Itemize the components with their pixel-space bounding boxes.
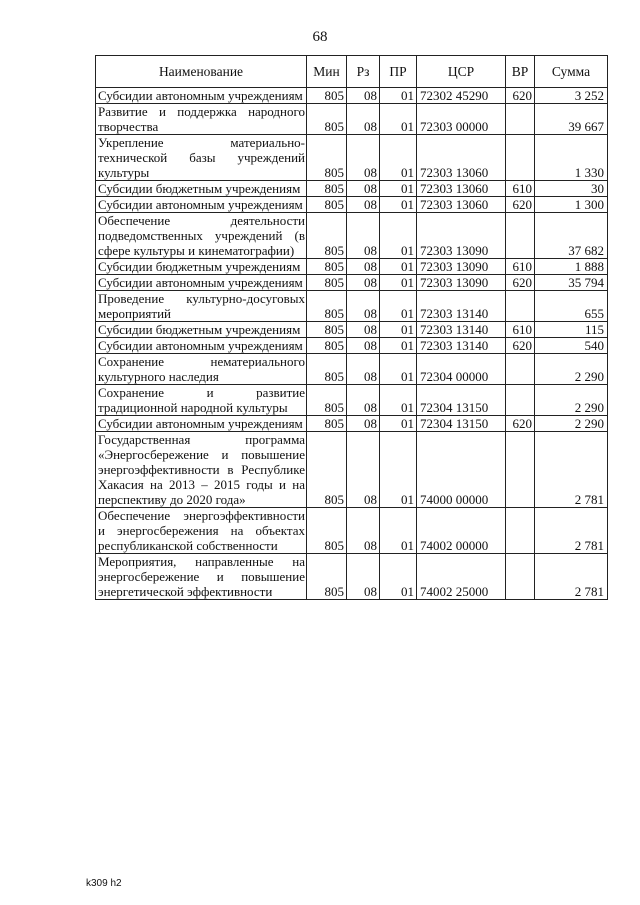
- cell-sum: 2 781: [535, 508, 608, 554]
- cell-sum: 1 300: [535, 197, 608, 213]
- cell-vr: [506, 554, 535, 600]
- table-row: [96, 432, 608, 508]
- cell-name: Субсидии бюджетным учреждениям: [96, 322, 307, 338]
- cell-pr: 01: [380, 104, 417, 135]
- cell-csr: 72304 13150: [417, 385, 506, 416]
- cell-name: Обеспечение энергоэффективности и энергосбережения на объектах республиканской собственности: [96, 508, 307, 554]
- cell-name: Проведение культурно-досуговых мероприятий: [96, 291, 307, 322]
- cell-vr: [506, 135, 535, 181]
- cell-sum: 35 794: [535, 275, 608, 291]
- cell-min: 805: [307, 213, 347, 259]
- table-row: [96, 322, 608, 338]
- table-row: [96, 88, 608, 104]
- table-row: [96, 416, 608, 432]
- cell-csr: 74000 00000: [417, 432, 506, 508]
- cell-rz: 08: [347, 416, 380, 432]
- cell-vr: [506, 104, 535, 135]
- cell-sum: 3 252: [535, 88, 608, 104]
- table-row: [96, 354, 608, 385]
- table-header-row: [96, 56, 608, 88]
- cell-name: Сохранение и развитие традиционной народной культуры: [96, 385, 307, 416]
- cell-min: 805: [307, 135, 347, 181]
- cell-csr: 72303 13140: [417, 338, 506, 354]
- cell-pr: 01: [380, 213, 417, 259]
- table-row: [96, 181, 608, 197]
- cell-pr: 01: [380, 432, 417, 508]
- cell-vr: [506, 291, 535, 322]
- cell-sum: 2 290: [535, 354, 608, 385]
- cell-min: 805: [307, 259, 347, 275]
- cell-sum: 2 781: [535, 554, 608, 600]
- cell-vr: 620: [506, 416, 535, 432]
- cell-name: Субсидии бюджетным учреждениям: [96, 259, 307, 275]
- cell-pr: 01: [380, 88, 417, 104]
- cell-csr: 72303 13090: [417, 275, 506, 291]
- cell-rz: 08: [347, 104, 380, 135]
- cell-min: 805: [307, 88, 347, 104]
- table-row: [96, 104, 608, 135]
- cell-sum: 2 781: [535, 432, 608, 508]
- cell-name: Субсидии автономным учреждениям: [96, 275, 307, 291]
- cell-min: 805: [307, 416, 347, 432]
- cell-min: 805: [307, 291, 347, 322]
- header-pr: ПР: [380, 56, 417, 88]
- header-sum: Сумма: [535, 56, 608, 88]
- cell-rz: 08: [347, 385, 380, 416]
- cell-min: 805: [307, 354, 347, 385]
- cell-name: Субсидии автономным учреждениям: [96, 338, 307, 354]
- cell-vr: 620: [506, 275, 535, 291]
- cell-sum: 30: [535, 181, 608, 197]
- header-csr: ЦСР: [417, 56, 506, 88]
- cell-sum: 37 682: [535, 213, 608, 259]
- cell-csr: 72302 45290: [417, 88, 506, 104]
- cell-name: Обеспечение деятельности подведомственных учреждений (в сфере культуры и кинематографии): [96, 213, 307, 259]
- cell-rz: 08: [347, 291, 380, 322]
- cell-rz: 08: [347, 259, 380, 275]
- cell-vr: 610: [506, 181, 535, 197]
- cell-pr: 01: [380, 508, 417, 554]
- table-row: [96, 135, 608, 181]
- cell-min: 805: [307, 432, 347, 508]
- table-row: [96, 385, 608, 416]
- cell-csr: 72303 13060: [417, 181, 506, 197]
- cell-sum: 1 330: [535, 135, 608, 181]
- cell-pr: 01: [380, 259, 417, 275]
- cell-csr: 72303 00000: [417, 104, 506, 135]
- cell-min: 805: [307, 181, 347, 197]
- cell-min: 805: [307, 385, 347, 416]
- cell-name: Развитие и поддержка народного творчества: [96, 104, 307, 135]
- cell-sum: 2 290: [535, 416, 608, 432]
- page-number: 68: [312, 29, 328, 45]
- header-vr: ВР: [506, 56, 535, 88]
- cell-csr: 72303 13090: [417, 213, 506, 259]
- table-row: [96, 554, 608, 600]
- cell-csr: 74002 25000: [417, 554, 506, 600]
- cell-sum: 115: [535, 322, 608, 338]
- cell-min: 805: [307, 554, 347, 600]
- cell-pr: 01: [380, 181, 417, 197]
- cell-csr: 72303 13140: [417, 322, 506, 338]
- cell-name: Субсидии автономным учреждениям: [96, 197, 307, 213]
- cell-csr: 72303 13140: [417, 291, 506, 322]
- cell-sum: 1 888: [535, 259, 608, 275]
- cell-min: 805: [307, 275, 347, 291]
- table-row: [96, 275, 608, 291]
- cell-min: 805: [307, 508, 347, 554]
- budget-table: [95, 55, 608, 600]
- cell-name: Сохранение нематериального культурного наследия: [96, 354, 307, 385]
- cell-rz: 08: [347, 88, 380, 104]
- cell-min: 805: [307, 338, 347, 354]
- cell-pr: 01: [380, 197, 417, 213]
- table-row: [96, 291, 608, 322]
- cell-min: 805: [307, 322, 347, 338]
- cell-csr: 74002 00000: [417, 508, 506, 554]
- cell-pr: 01: [380, 275, 417, 291]
- cell-name: Государственная программа «Энергосбережение и повышение энергоэффективности в Республике Хакасия на 2013 – 2015 годы и на перспективу до 2020 года»: [96, 432, 307, 508]
- cell-csr: 72303 13090: [417, 259, 506, 275]
- cell-csr: 72304 00000: [417, 354, 506, 385]
- cell-sum: 39 667: [535, 104, 608, 135]
- cell-name: Субсидии автономным учреждениям: [96, 416, 307, 432]
- cell-min: 805: [307, 197, 347, 213]
- header-rz: Рз: [347, 56, 380, 88]
- table-row: [96, 259, 608, 275]
- cell-sum: 2 290: [535, 385, 608, 416]
- cell-pr: 01: [380, 416, 417, 432]
- cell-vr: 620: [506, 197, 535, 213]
- table-row: [96, 213, 608, 259]
- cell-rz: 08: [347, 275, 380, 291]
- cell-vr: [506, 385, 535, 416]
- cell-rz: 08: [347, 213, 380, 259]
- cell-vr: 610: [506, 322, 535, 338]
- table-row: [96, 338, 608, 354]
- cell-pr: 01: [380, 354, 417, 385]
- cell-rz: 08: [347, 338, 380, 354]
- cell-csr: 72303 13060: [417, 197, 506, 213]
- table-row: [96, 508, 608, 554]
- cell-pr: 01: [380, 135, 417, 181]
- cell-rz: 08: [347, 135, 380, 181]
- cell-vr: [506, 213, 535, 259]
- cell-vr: [506, 354, 535, 385]
- cell-pr: 01: [380, 338, 417, 354]
- cell-pr: 01: [380, 291, 417, 322]
- cell-rz: 08: [347, 322, 380, 338]
- header-min: Мин: [307, 56, 347, 88]
- cell-name: Субсидии автономным учреждениям: [96, 88, 307, 104]
- cell-pr: 01: [380, 554, 417, 600]
- cell-csr: 72304 13150: [417, 416, 506, 432]
- cell-name: Мероприятия, направленные на энергосбережение и повышение энергетической эффективности: [96, 554, 307, 600]
- cell-min: 805: [307, 104, 347, 135]
- cell-rz: 08: [347, 354, 380, 385]
- cell-pr: 01: [380, 385, 417, 416]
- cell-rz: 08: [347, 197, 380, 213]
- cell-name: Субсидии бюджетным учреждениям: [96, 181, 307, 197]
- cell-vr: 620: [506, 88, 535, 104]
- cell-rz: 08: [347, 432, 380, 508]
- cell-pr: 01: [380, 322, 417, 338]
- cell-sum: 655: [535, 291, 608, 322]
- footer-code: k309 h2: [86, 878, 122, 889]
- cell-rz: 08: [347, 508, 380, 554]
- cell-sum: 540: [535, 338, 608, 354]
- cell-vr: [506, 432, 535, 508]
- cell-name: Укрепление материально-технической базы учреждений культуры: [96, 135, 307, 181]
- cell-csr: 72303 13060: [417, 135, 506, 181]
- header-name: Наименование: [96, 56, 307, 88]
- cell-rz: 08: [347, 181, 380, 197]
- cell-vr: 610: [506, 259, 535, 275]
- cell-rz: 08: [347, 554, 380, 600]
- cell-vr: [506, 508, 535, 554]
- cell-vr: 620: [506, 338, 535, 354]
- table-row: [96, 197, 608, 213]
